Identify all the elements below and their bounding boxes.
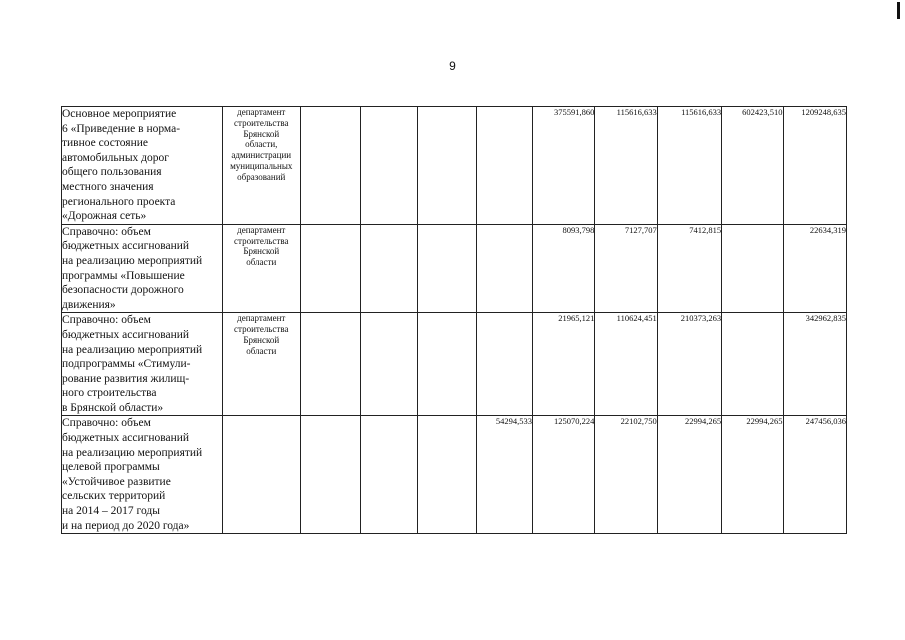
amount-cell xyxy=(722,313,783,416)
measure-name-line: безопасности дорожного xyxy=(62,284,184,297)
table-row xyxy=(62,313,847,416)
amount-cell xyxy=(300,107,360,225)
amount-cell: 115616,633 xyxy=(595,107,657,225)
page-edge-mark xyxy=(897,2,900,19)
department-line: строительства xyxy=(234,117,289,128)
amount-cell xyxy=(360,313,417,416)
amount-cell: 21965,121 xyxy=(532,313,594,416)
department-line: департамент xyxy=(237,313,286,324)
amount-cell xyxy=(722,224,783,313)
amount-cell: 8093,798 xyxy=(532,224,594,313)
measure-name-line: бюджетных ассигнований xyxy=(62,240,190,253)
department-line: муниципальных xyxy=(230,160,293,171)
measure-name-line: регионального проекта xyxy=(62,195,176,208)
amount-cell: 22994,265 xyxy=(722,416,783,534)
amount-cell: 22634,319 xyxy=(783,224,846,313)
amount-cell: 1209248,635 xyxy=(783,107,846,225)
amount-cell: 247456,036 xyxy=(783,416,846,534)
department-cell xyxy=(223,107,300,225)
measure-name-line: местного значения xyxy=(62,180,154,193)
measure-name-line: тивное состояние xyxy=(62,137,148,150)
measure-name-line: Основное мероприятие xyxy=(62,108,177,120)
measure-name-line: в Брянской области» xyxy=(62,401,164,414)
department-line: Брянской xyxy=(243,246,280,257)
amount-cell: 375591,860 xyxy=(532,107,594,225)
department-cell xyxy=(223,313,300,416)
department-line: администрации xyxy=(231,150,292,161)
measure-name-line: на реализацию мероприятий xyxy=(62,343,203,356)
amount-cell: 210373,263 xyxy=(657,313,721,416)
measure-name-line: и на период до 2020 года» xyxy=(62,519,190,532)
measure-name-line: целевой программы xyxy=(62,461,160,474)
measure-name-line: 6 «Приведение в норма- xyxy=(62,122,181,135)
amount-cell: 342962,835 xyxy=(783,313,846,416)
amount-cell: 110624,451 xyxy=(595,313,657,416)
table-row xyxy=(62,107,847,225)
measure-name-line: на 2014 – 2017 годы xyxy=(62,505,160,518)
department-line: Брянской xyxy=(243,128,280,139)
table-row xyxy=(62,224,847,313)
amount-cell xyxy=(360,107,417,225)
department-line: департамент xyxy=(237,224,286,235)
amount-cell xyxy=(476,107,532,225)
amount-cell xyxy=(418,313,476,416)
department-cell xyxy=(223,224,300,313)
measure-name-cell xyxy=(62,107,223,225)
table-row xyxy=(62,416,847,534)
amount-cell: 22994,265 xyxy=(657,416,721,534)
measure-name-line: программы «Повышение xyxy=(62,269,185,282)
measure-name-cell xyxy=(62,313,223,416)
amount-cell xyxy=(360,416,417,534)
measure-name-line: «Устойчивое развитие xyxy=(62,475,171,488)
amount-cell xyxy=(418,416,476,534)
department-line: строительства xyxy=(234,235,289,246)
measure-name-line: общего пользования xyxy=(62,166,162,179)
department-cell xyxy=(223,416,300,534)
measure-name-line: рование развития жилищ- xyxy=(62,372,190,385)
amount-cell: 54294,533 xyxy=(476,416,532,534)
department-line: области xyxy=(246,345,277,356)
amount-cell: 602423,510 xyxy=(722,107,783,225)
amount-cell: 7412,815 xyxy=(657,224,721,313)
department-line: департамент xyxy=(237,107,286,117)
amount-cell: 115616,633 xyxy=(657,107,721,225)
amount-cell: 22102,750 xyxy=(595,416,657,534)
amount-cell xyxy=(476,313,532,416)
amount-cell xyxy=(418,224,476,313)
measure-name-cell xyxy=(62,416,223,534)
department-line: строительства xyxy=(234,324,289,335)
amount-cell: 7127,707 xyxy=(595,224,657,313)
department-line: Брянской xyxy=(243,334,280,345)
budget-table xyxy=(61,106,847,534)
amount-cell: 125070,224 xyxy=(532,416,594,534)
amount-cell xyxy=(300,313,360,416)
measure-name-line: ного строительства xyxy=(62,387,157,400)
amount-cell xyxy=(418,107,476,225)
amount-cell xyxy=(360,224,417,313)
measure-name-line: бюджетных ассигнований xyxy=(62,432,190,445)
amount-cell xyxy=(476,224,532,313)
measure-name-line: Справочно: объем xyxy=(62,417,151,430)
measure-name-line: бюджетных ассигнований xyxy=(62,328,190,341)
measure-name-line: движения» xyxy=(62,298,116,311)
amount-cell xyxy=(300,416,360,534)
page-number: 9 xyxy=(449,59,456,73)
measure-name-line: на реализацию мероприятий xyxy=(62,254,203,267)
measure-name-line: «Дорожная сеть» xyxy=(62,210,147,223)
amount-cell xyxy=(300,224,360,313)
measure-name-line: сельских территорий xyxy=(62,490,166,503)
measure-name-line: Справочно: объем xyxy=(62,225,151,238)
measure-name-line: Справочно: объем xyxy=(62,314,151,327)
measure-name-line: автомобильных дорог xyxy=(62,151,169,164)
department-line: образований xyxy=(237,171,286,182)
measure-name-line: на реализацию мероприятий xyxy=(62,446,203,459)
department-line: области xyxy=(246,257,277,268)
department-line: области, xyxy=(245,139,278,150)
measure-name-cell xyxy=(62,224,223,313)
measure-name-line: подпрограммы «Стимули- xyxy=(62,358,191,371)
